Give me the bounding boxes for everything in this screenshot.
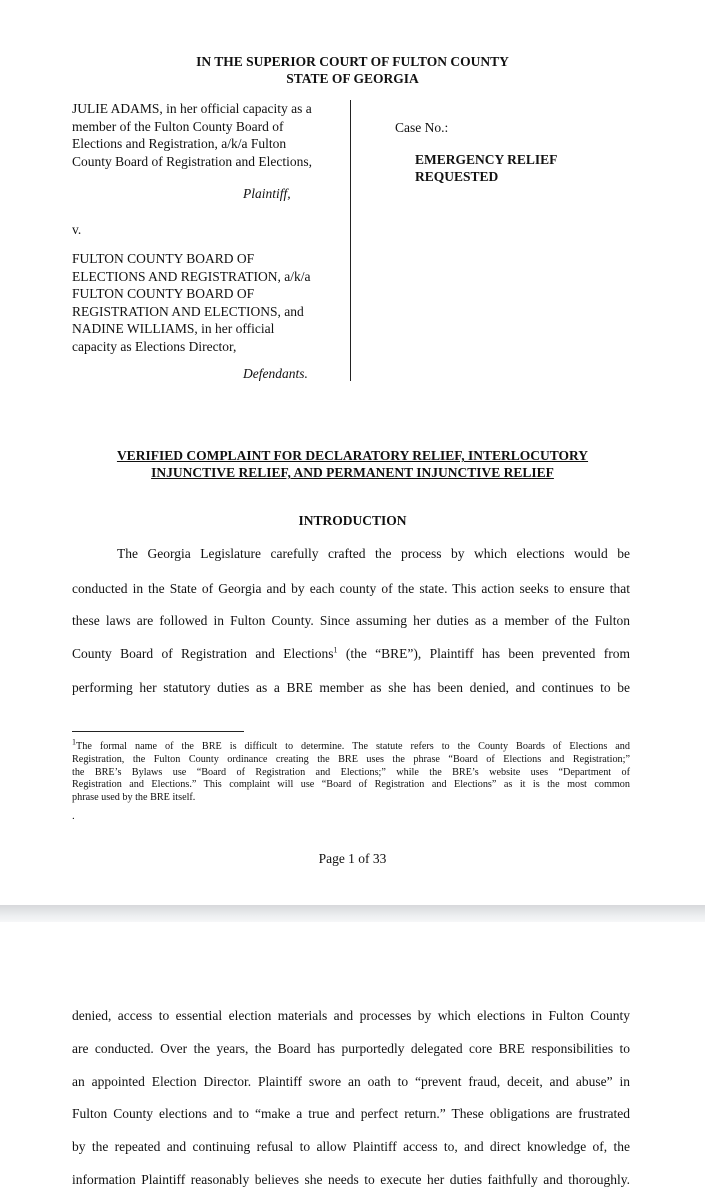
plaintiff-label: Plaintiff, [243, 186, 291, 201]
footnote-line-5: phrase used by the BRE itself. [72, 792, 196, 804]
footnote-line-3: the BRE’s Bylaws use “Board of Registration and Elections;” while the BRE’s website uses “Department of [72, 766, 630, 778]
complaint-title-line-2: INJUNCTIVE RELIEF, AND PERMANENT INJUNCTIVE RELIEF [151, 465, 554, 480]
defendant-label: Defendants. [243, 366, 308, 381]
intro-line-1: The Georgia Legislature carefully crafted the process by which elections would be [117, 546, 630, 561]
footnote-reference: 1 [333, 645, 338, 655]
introduction-heading: INTRODUCTION [298, 513, 407, 528]
plaintiff-line-1: JULIE ADAMS, in her official capacity as a [72, 101, 312, 116]
intro-line-3: these laws are followed in Fulton County. Since assuming her duties as a member of the Fulton [72, 613, 630, 628]
footnote-number: 1 [72, 737, 76, 747]
footnote-line-2: Registration, the Fulton County ordinance creating the BRE uses the phrase “Board of Elections and Registration;” [72, 753, 630, 765]
complaint-title-line-1: VERIFIED COMPLAINT FOR DECLARATORY RELIEF, INTERLOCUTORY [116, 448, 589, 463]
page2-line-6: information Plaintiff reasonably believes she needs to execute her duties faithfully and thoroughly. [72, 1172, 630, 1187]
page2-line-2: are conducted. Over the years, the Board has purportedly delegated core BRE responsibilities to [72, 1041, 630, 1056]
page2-line-3: an appointed Election Director. Plaintiff swore an oath to “prevent fraud, deceit, and abuse” in [72, 1074, 630, 1089]
defendant-line-2: ELECTIONS AND REGISTRATION, a/k/a [72, 268, 311, 284]
footnote-trailing-mark: . [72, 810, 75, 822]
page2-line-5: by the repeated and continuing refusal to allow Plaintiff access to, and direct knowledge of, the [72, 1139, 630, 1154]
footnote-line-1 [72, 737, 630, 754]
intro-line-2: conducted in the State of Georgia and by each county of the state. This action seeks to ensure that [72, 581, 630, 596]
court-heading-line-1: IN THE SUPERIOR COURT OF FULTON COUNTY [196, 54, 509, 69]
caption-divider [350, 100, 351, 381]
case-number-label: Case No.: [395, 120, 449, 135]
defendant-caption [72, 250, 342, 355]
versus-label: v. [72, 222, 82, 237]
court-heading [0, 53, 705, 87]
emergency-relief-notice [415, 151, 557, 185]
plaintiff-line-4: County Board of Registration and Elections, [72, 153, 312, 169]
footnote-line-4: Registration and Elections.” This complaint will use “Board of Registration and Elections” as it is the most common [72, 779, 630, 791]
page2-line-4: Fulton County elections and to “make a true and perfect return.” These obligations are frustrated [72, 1106, 630, 1121]
defendant-line-5: NADINE WILLIAMS, in her official [72, 321, 275, 336]
intro-line-5: performing her statutory duties as a BRE member as she has been denied, and continues to be [72, 680, 630, 695]
defendant-line-3: FULTON COUNTY BOARD OF [72, 286, 255, 301]
defendant-line-4: REGISTRATION AND ELECTIONS, and [72, 303, 304, 319]
footnote [72, 737, 630, 805]
page-number: Page 1 of 33 [318, 851, 387, 866]
complaint-title [0, 447, 705, 481]
footnote-line-1-text: The formal name of the BRE is difficult to determine. The statute refers to the County Boards of Elections and [76, 741, 630, 752]
court-heading-line-2: STATE OF GEORGIA [286, 71, 419, 86]
page2-line-1: denied, access to essential election materials and processes by which elections in Fulton County [72, 1008, 630, 1023]
plaintiff-line-2: member of the Fulton County Board of [72, 118, 284, 134]
defendant-line-1: FULTON COUNTY BOARD OF [72, 251, 255, 266]
defendant-line-6: capacity as Elections Director, [72, 338, 237, 354]
intro-line-4 [72, 645, 630, 663]
document-page-2 [0, 922, 705, 1200]
intro-line-4-end: (the “BRE”), Plaintiff has been prevented from [337, 646, 630, 661]
plaintiff-caption [72, 100, 342, 170]
page-break [0, 905, 705, 922]
emergency-line-2: REQUESTED [415, 169, 499, 184]
emergency-line-1: EMERGENCY RELIEF [415, 152, 558, 167]
footnote-separator [72, 731, 244, 732]
intro-line-4-start: County Board of Registration and Elections [72, 646, 334, 661]
plaintiff-line-3: Elections and Registration, a/k/a Fulton [72, 136, 287, 151]
